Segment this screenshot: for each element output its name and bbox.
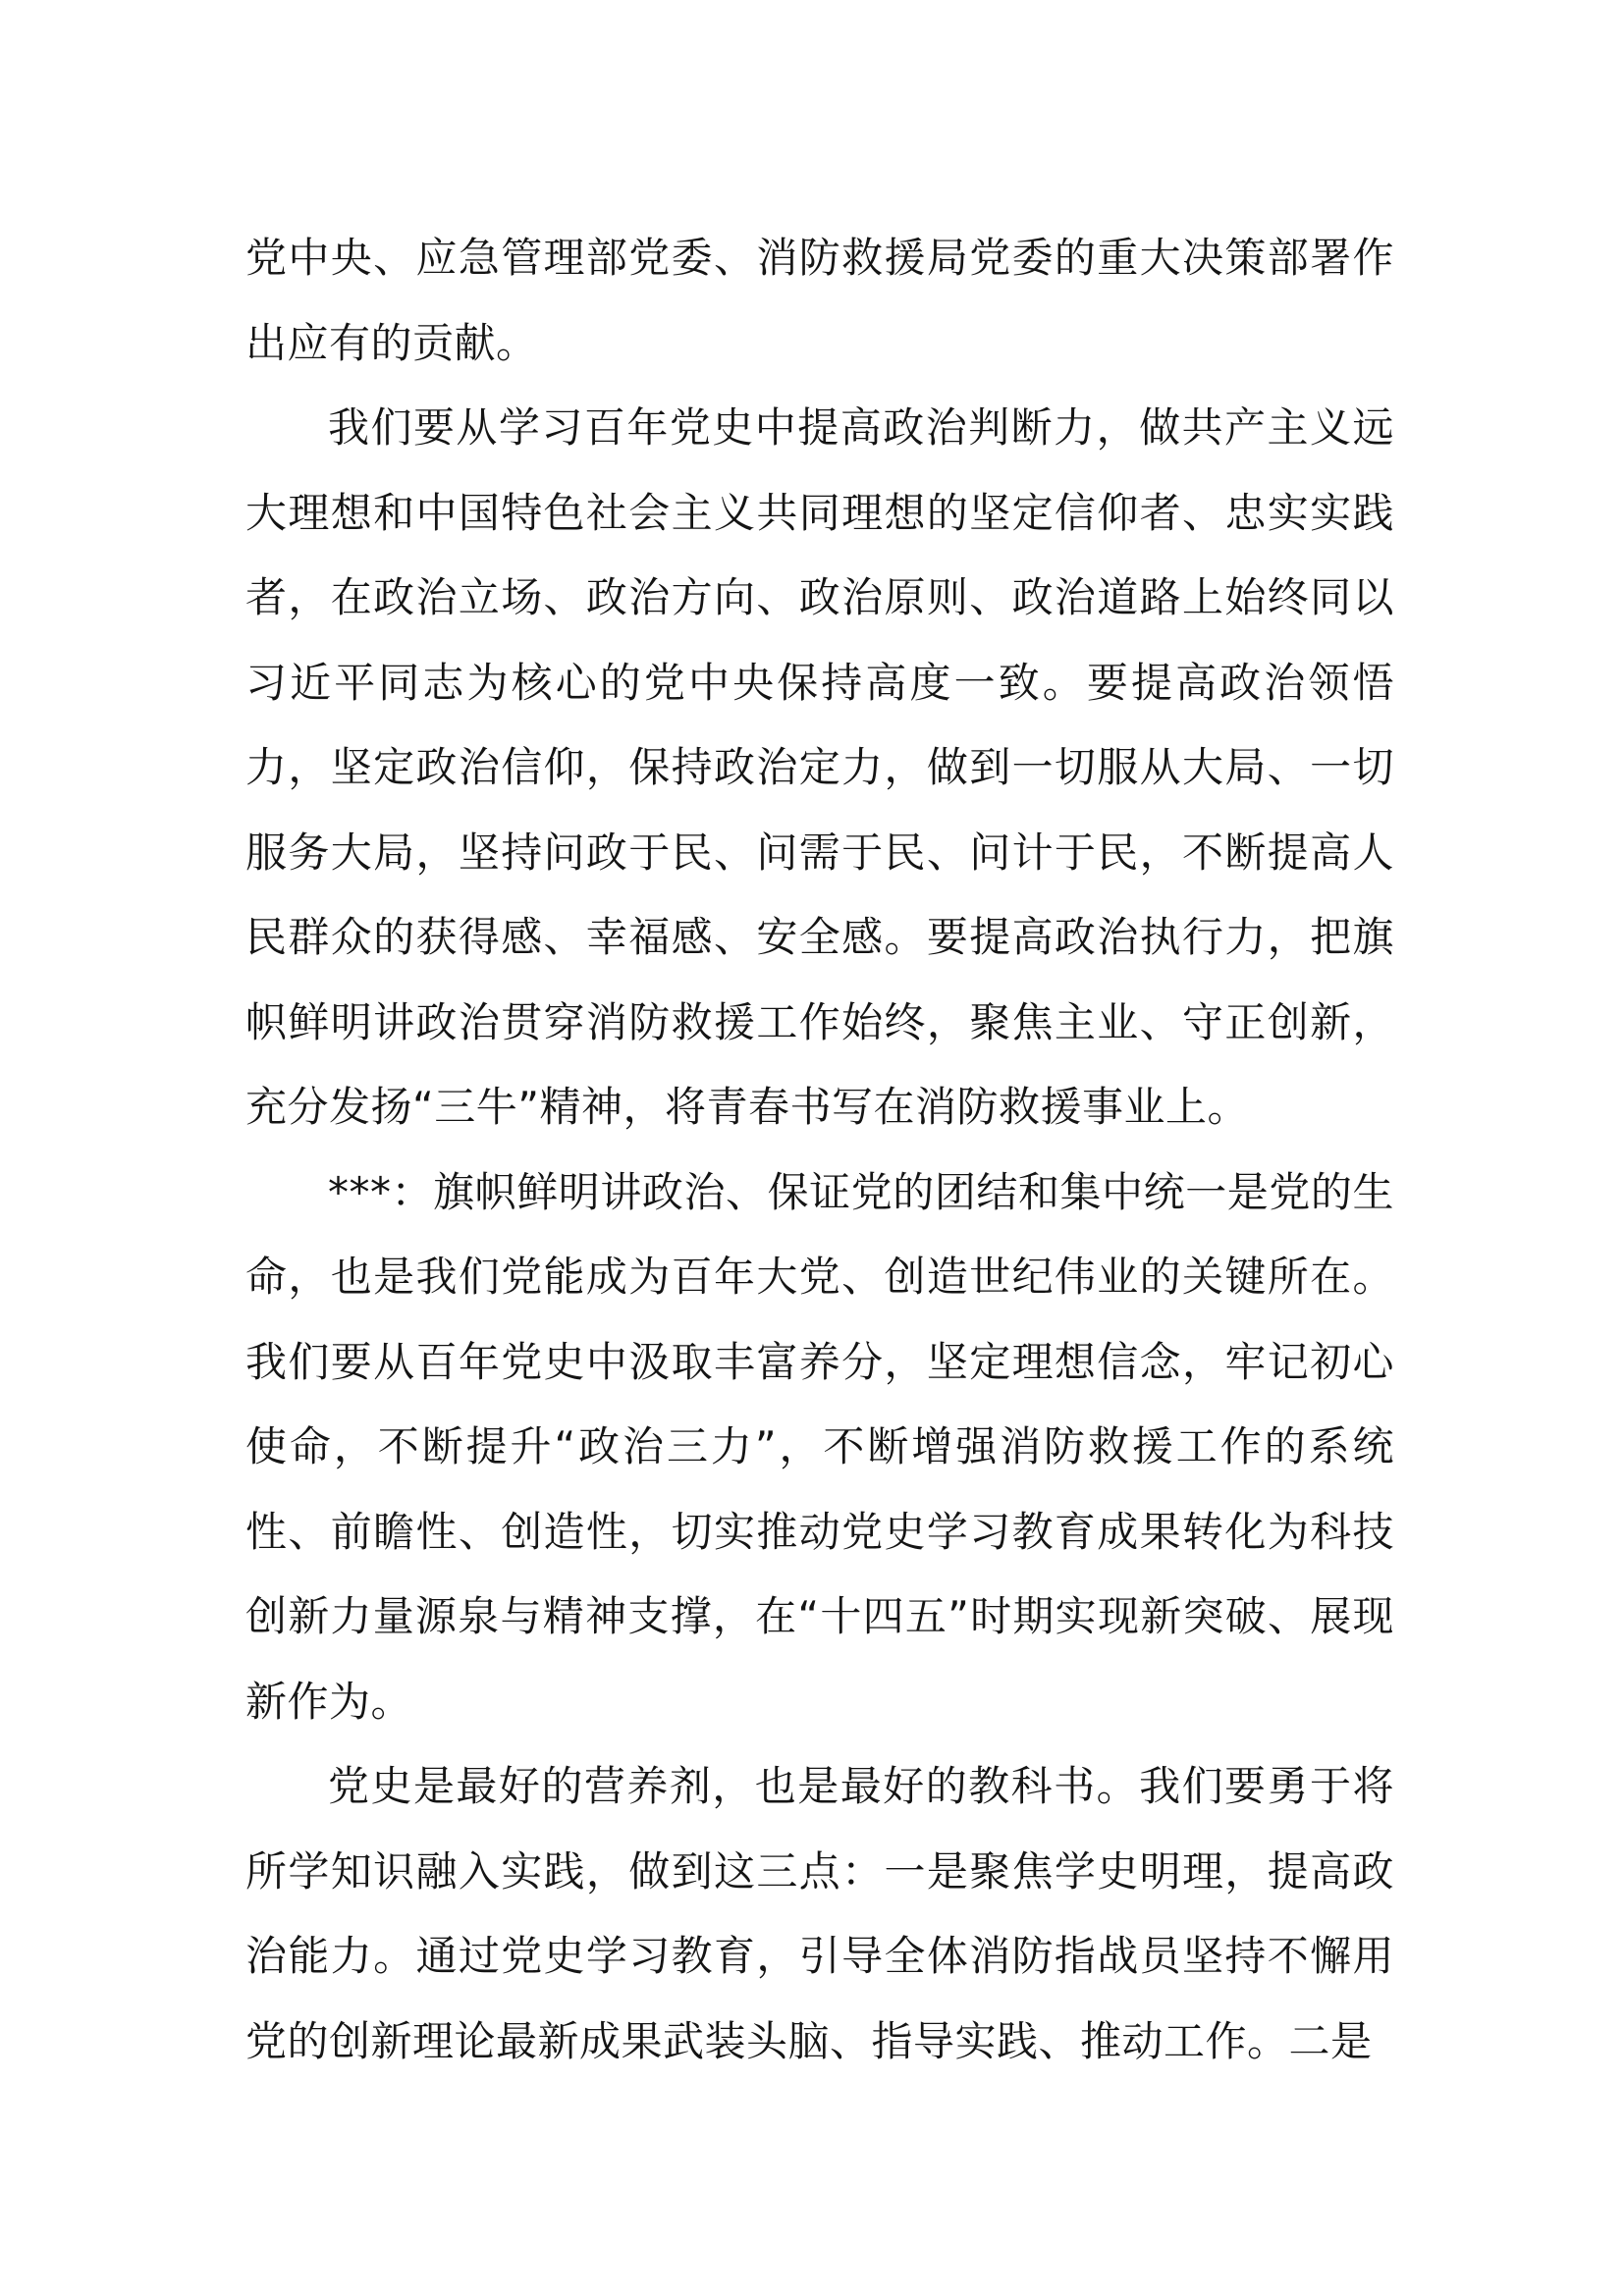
paragraph-3: ***：旗帜鲜明讲政治、保证党的团结和集中统一是党的生命，也是我们党能成为百年大党、创造世纪伟业的关键所在。我们要从百年党史中汲取丰富养分，坚定理想信念，牢记初心使命，不断提升“政治三力”，不断增强消防救援工作的系统性、前瞻性、创造性，切实推动党史学习教育成果转化为科技创新力量源泉与精神支撑，在“十四五”时期实现新突破、展现新作为。: [245, 1167, 1394, 1726]
document-body: [245, 216, 1394, 2084]
paragraph-1: 党中央、应急管理部党委、消防救援局党委的重大决策部署作出应有的贡献。: [245, 234, 1394, 367]
paragraph-4: 党史是最好的营养剂，也是最好的教科书。我们要勇于将所学知识融入实践，做到这三点：一是聚焦学史明理，提高政治能力。通过党史学习教育，引导全体消防指战员坚持不懈用党的创新理论最新成果武装头脑、指导实践、推动工作。二是: [245, 1762, 1394, 2065]
paragraph-2: 我们要从学习百年党史中提高政治判断力，做共产主义远大理想和中国特色社会主义共同理想的坚定信仰者、忠实实践者，在政治立场、政治方向、政治原则、政治道路上始终同以习近平同志为核心的党中央保持高度一致。要提高政治领悟力，坚定政治信仰，保持政治定力，做到一切服从大局、一切服务大局，坚持问政于民、问需于民、问计于民，不断提高人民群众的获得感、幸福感、安全感。要提高政治执行力，把旗帜鲜明讲政治贯穿消防救援工作始终，聚焦主业、守正创新，充分发扬“三牛”精神，将青春书写在消防救援事业上。: [245, 403, 1394, 1131]
